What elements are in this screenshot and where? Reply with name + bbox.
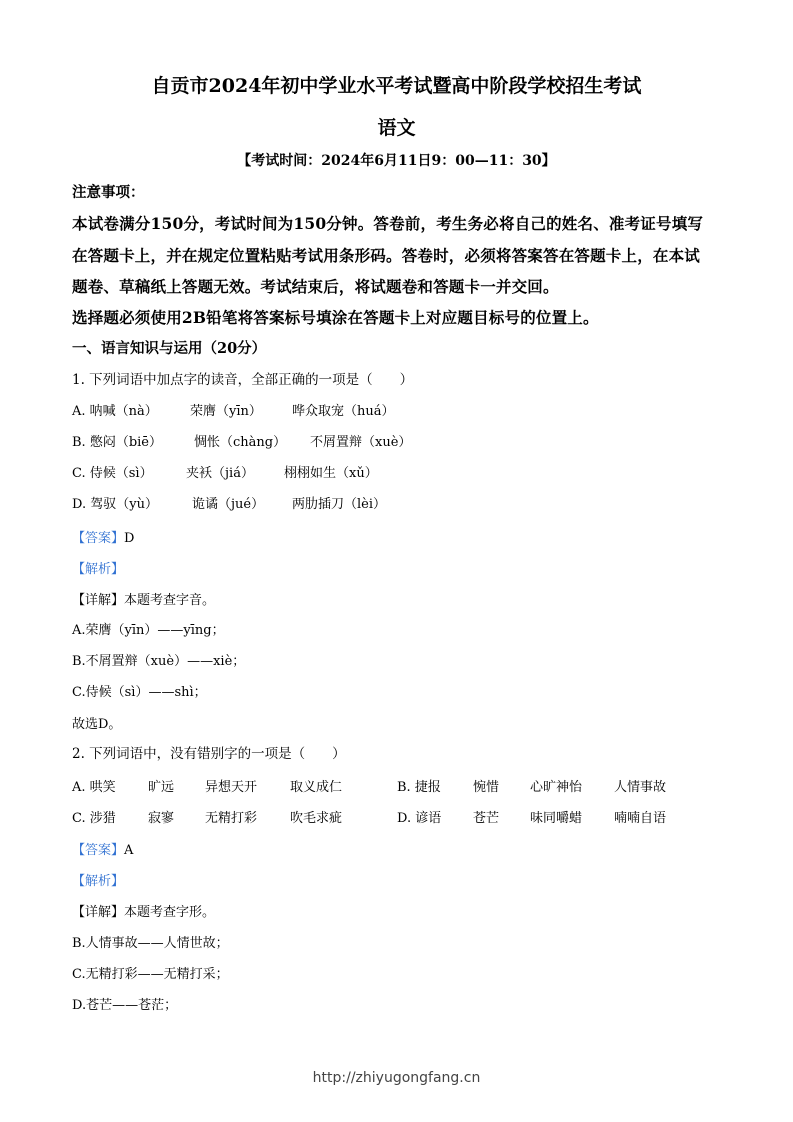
q1-option-a-word: 哗众取宠（huá） <box>292 404 395 419</box>
q2-options-row <box>72 776 732 796</box>
q1-option-c <box>72 462 722 482</box>
q2-option-d-word: 苍芒 <box>473 811 500 826</box>
q2-option-a-word: 旷远 <box>148 780 175 795</box>
q2-analysis-tag: 【解析】 <box>72 874 125 889</box>
q2-option-a-word: 异想天开 <box>205 780 258 795</box>
answer-value: A <box>124 843 134 858</box>
q1-option-c-word: 栩栩如生（xǔ） <box>284 466 378 481</box>
answer-tag: 【答案】 <box>72 531 125 546</box>
notice-line: 题卷、草稿纸上答题无效。考试结束后，将试题卷和答题卡一并交回。 <box>72 277 559 296</box>
q1-option-b <box>72 431 722 451</box>
q2-detail-line: D.苍芒——苍茫； <box>72 998 178 1013</box>
q1-detail-line: 故选D。 <box>72 717 122 732</box>
q1-option-d-word: D. 驾驭（yù） <box>72 497 158 512</box>
q2-detail-line: C.无精打彩——无精打采； <box>72 967 229 982</box>
q1-option-c-word: C. 侍候（sì） <box>72 466 153 481</box>
q2-detail-line: B.人情事故——人情世故； <box>72 936 229 951</box>
exam-title: 自贡市2024年初中学业水平考试暨高中阶段学校招生考试 <box>151 75 642 97</box>
q1-option-c-word: 夹袄（jiá） <box>186 466 254 481</box>
section-title: 一、语言知识与运用（20分） <box>72 340 267 357</box>
q2-option-a-word: A. 哄笑 <box>72 780 116 795</box>
q1-option-d-word: 两肋插刀（lèi） <box>292 497 387 512</box>
exam-time: 【考试时间：2024年6月11日9：00—11：30】 <box>237 153 556 169</box>
q1-option-b-word: B. 憋闷（biē） <box>72 435 162 450</box>
q1-detail-line: 【详解】本题考查字音。 <box>72 593 216 608</box>
question-1-stem: 1. 下列词语中加点字的读音，全部正确的一项是（ ） <box>72 372 414 388</box>
q2-option-b-word: B. 捷报 <box>397 780 441 795</box>
subject-title: 语文 <box>377 117 416 139</box>
notice-heading: 注意事项： <box>72 184 145 201</box>
q2-option-c-word: 寂寥 <box>148 811 175 826</box>
q1-detail-line: B.不屑置辩（xuè）——xiè； <box>72 654 246 669</box>
answer-value: D <box>124 531 135 546</box>
q2-options-row <box>72 807 732 827</box>
notice-line: 在答题卡上，并在规定位置粘贴考试用条形码。答卷时，必须将答案答在答题卡上，在本试 <box>72 246 701 265</box>
q2-option-c-word: C. 涉猎 <box>72 811 116 826</box>
notice-line: 本试卷满分150分，考试时间为150分钟。答卷前，考生务必将自己的姓名、准考证号填写 <box>72 214 704 233</box>
q2-detail-line: 【详解】本题考查字形。 <box>72 905 216 920</box>
q1-option-d-word: 诡谲（jué） <box>192 497 265 512</box>
q2-answer <box>72 839 133 858</box>
q1-answer <box>72 527 134 546</box>
q1-option-b-word: 惆怅（chàng） <box>194 435 287 450</box>
q1-option-d <box>72 493 722 513</box>
q2-option-b-word: 人情事故 <box>614 780 667 795</box>
q2-option-a-word: 取义成仁 <box>290 780 343 795</box>
q1-detail-line: A.荣膺（yīn）——yīng； <box>72 623 225 638</box>
q2-option-b-word: 惋惜 <box>473 780 500 795</box>
q1-option-a-word: 荣膺（yīn） <box>190 404 262 419</box>
q1-option-b-word: 不屑置辩（xuè） <box>310 435 412 450</box>
q1-detail-line: C.侍候（sì）——shì； <box>72 685 207 700</box>
question-2-stem: 2. 下列词语中，没有错别字的一项是（ ） <box>72 746 346 762</box>
q1-option-a-word: A. 呐喊（nà） <box>72 404 158 419</box>
footer-url: http://zhiyugongfang.cn <box>312 1070 481 1086</box>
q2-option-c-word: 吹毛求疵 <box>290 811 343 826</box>
q1-analysis-tag: 【解析】 <box>72 562 125 577</box>
q2-option-c-word: 无精打彩 <box>205 811 258 826</box>
notice-line: 选择题必须使用2B铅笔将答案标号填涂在答题卡上对应题目标号的位置上。 <box>72 308 599 327</box>
q2-option-d-word: 味同嚼蜡 <box>530 811 583 826</box>
q2-option-d-word: D. 谚语 <box>397 811 442 826</box>
answer-tag: 【答案】 <box>72 843 125 858</box>
q2-option-b-word: 心旷神怡 <box>530 780 583 795</box>
q1-option-a <box>72 400 722 420</box>
q2-option-d-word: 喃喃自语 <box>614 811 667 826</box>
